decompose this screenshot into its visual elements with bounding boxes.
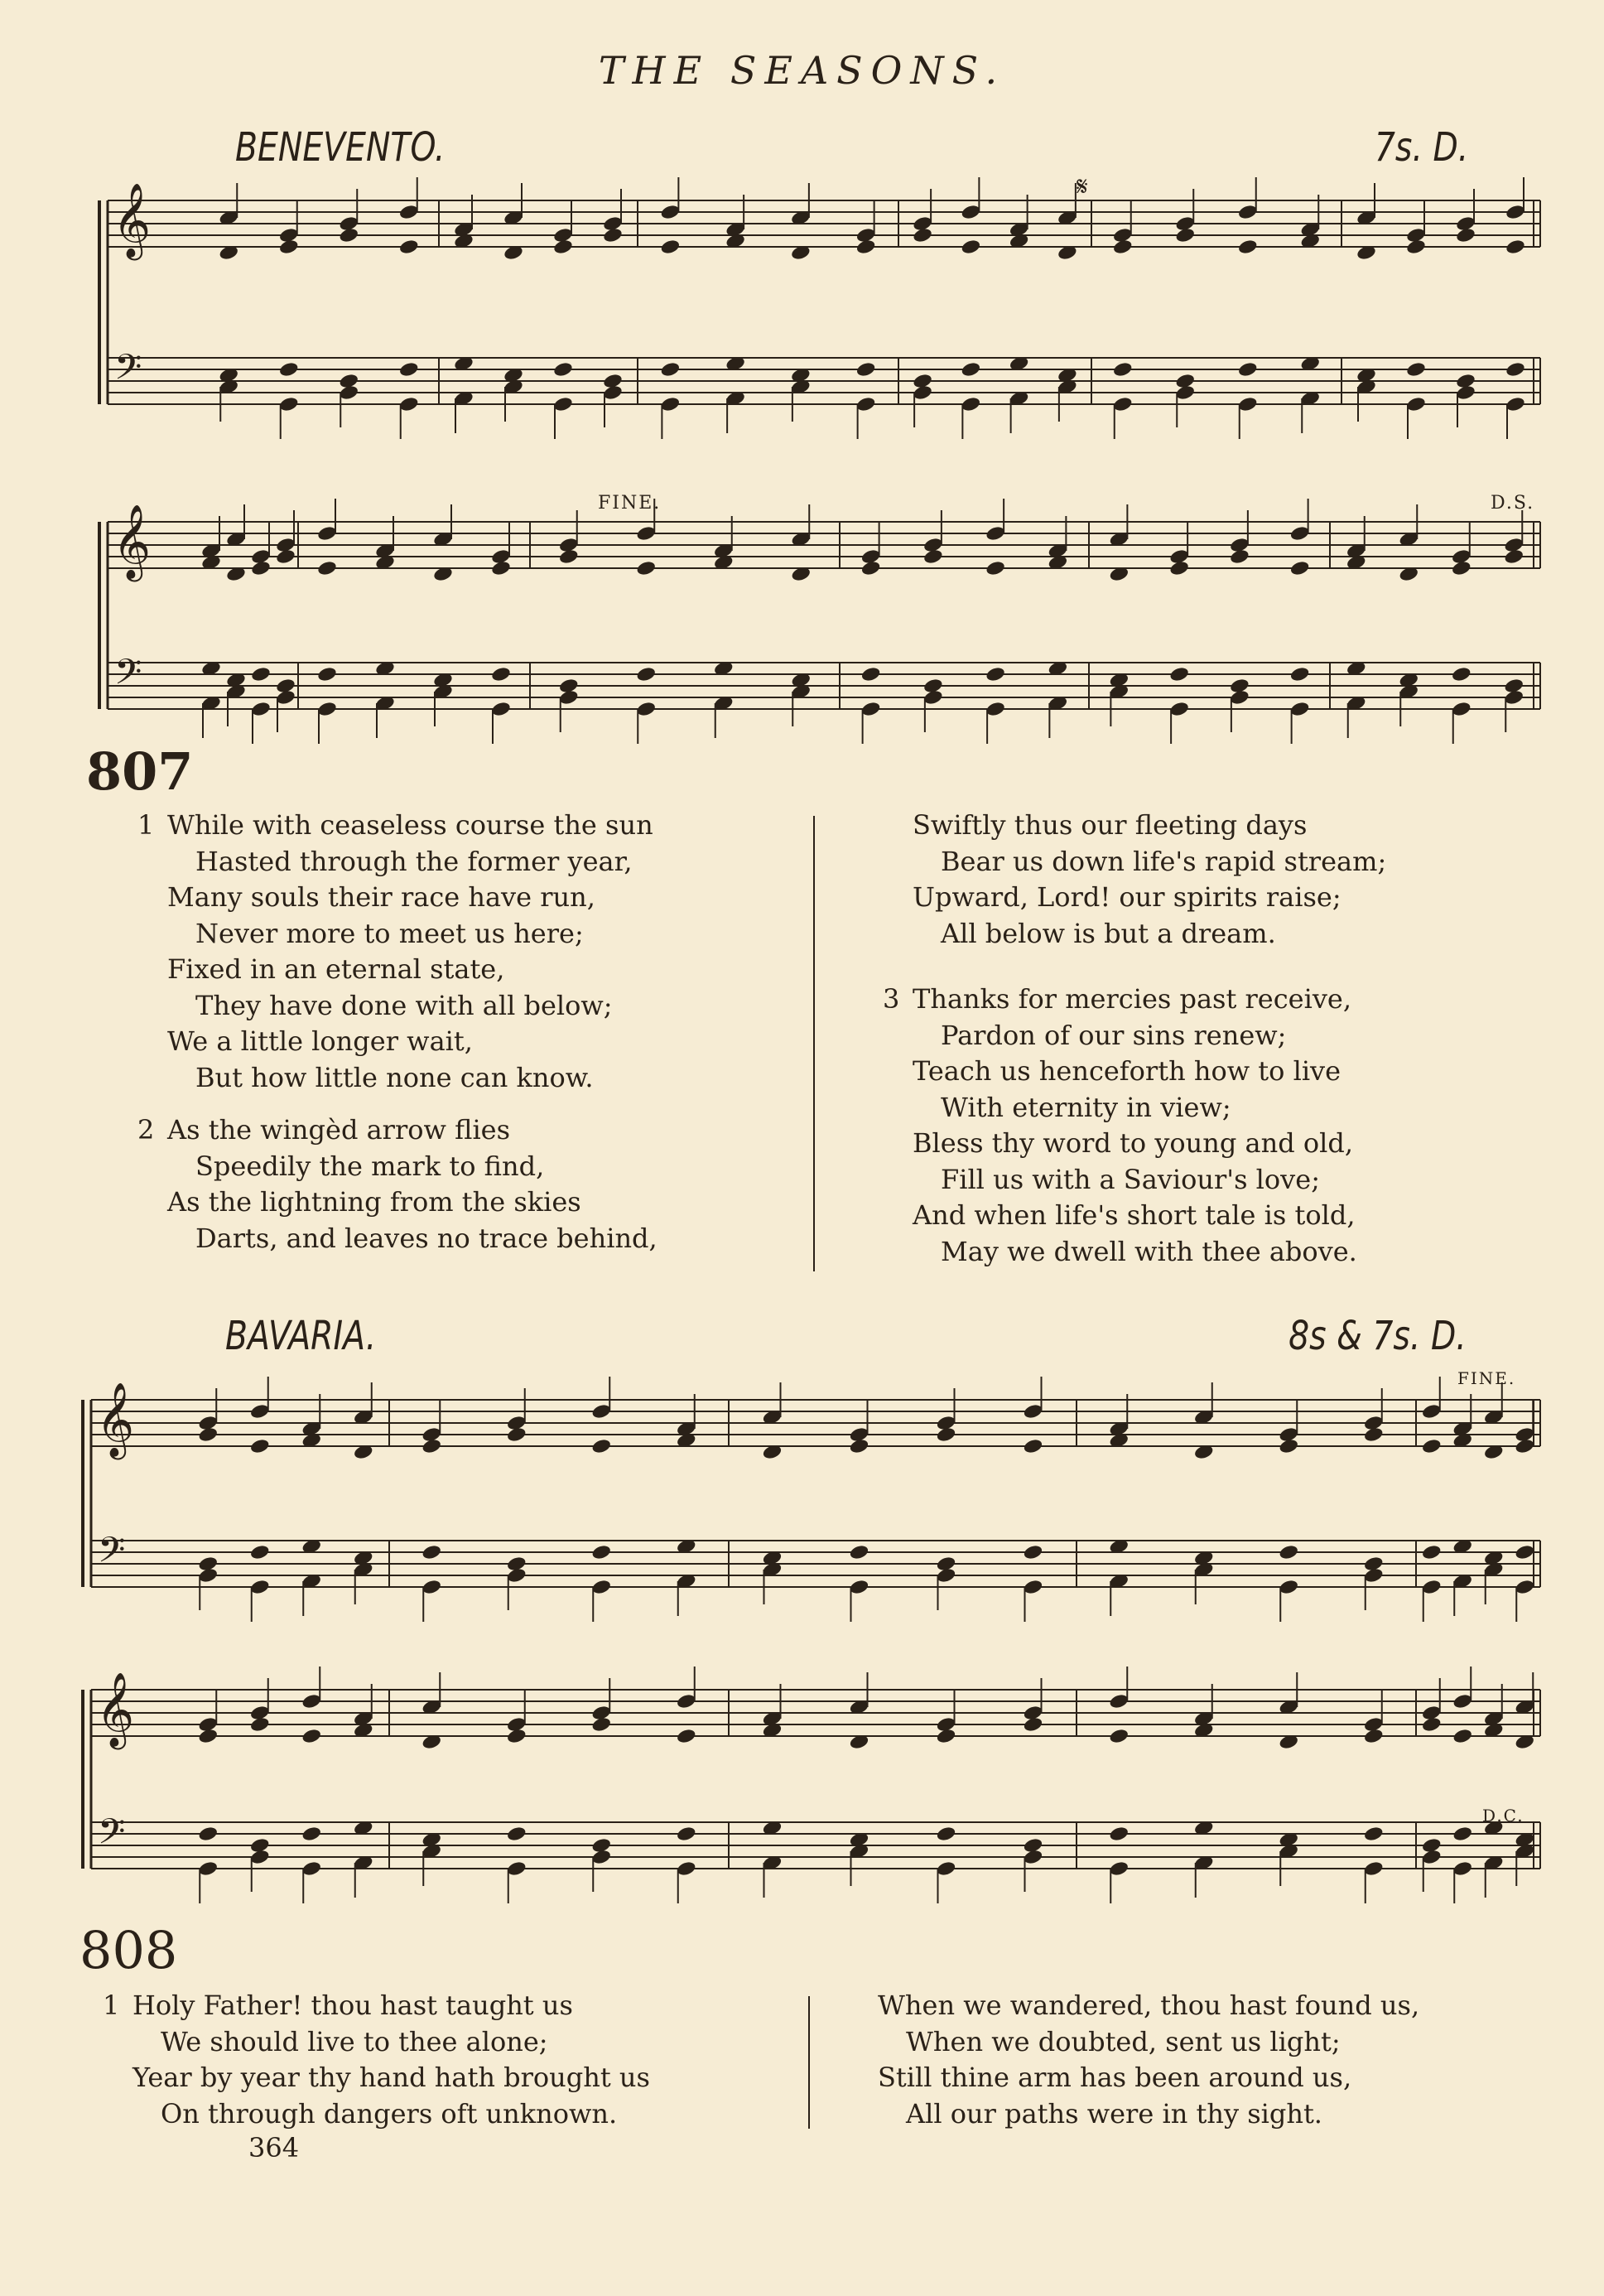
bass-clef-icon: 𝄢	[98, 1811, 126, 1861]
verse-line: All below is but a dream.	[941, 917, 1276, 949]
note-head	[249, 1579, 270, 1596]
verse-line: But how little none can know.	[195, 1061, 594, 1093]
note-head	[1109, 1728, 1130, 1745]
note-head	[1023, 1849, 1043, 1866]
note-head	[1421, 1716, 1442, 1734]
tune-meter-bavaria: 8s & 7s. D.	[1288, 1313, 1467, 1359]
note-head	[1109, 1693, 1130, 1710]
note-head	[591, 1403, 612, 1421]
note-head	[275, 689, 296, 707]
note-head	[249, 1544, 270, 1561]
note-head	[506, 1426, 527, 1444]
note-head	[421, 1544, 442, 1561]
verse-line: Bear us down life's rapid stream;	[941, 845, 1387, 877]
stanza	[137, 1112, 657, 1257]
note-head	[506, 1567, 527, 1585]
note-head	[249, 1403, 270, 1421]
note-head	[985, 666, 1005, 683]
note-head	[1363, 1728, 1384, 1745]
note-head	[1363, 1860, 1384, 1878]
note-head	[660, 239, 681, 256]
note-head	[1112, 239, 1133, 256]
note-head	[552, 361, 573, 379]
note-head	[1515, 1438, 1535, 1455]
note-head	[249, 1849, 270, 1866]
note-head	[558, 548, 579, 566]
hymn-number-807: 807	[86, 741, 194, 802]
verse-line: Fill us with a Saviour's love;	[941, 1163, 1320, 1195]
stanza	[103, 1988, 650, 2132]
verse-line: All our paths were in thy sight.	[906, 2097, 1322, 2130]
note-head	[1168, 701, 1189, 718]
treble-clef-icon: 𝄞	[96, 1672, 135, 1747]
note-head	[1168, 560, 1189, 577]
bass-clef-icon: 𝄢	[114, 347, 142, 397]
verse-line: 2 As the wingèd arrow flies	[137, 1114, 511, 1146]
note-head	[1023, 1716, 1043, 1734]
hymn-807-right-column	[883, 808, 1386, 1270]
hymn-808-right-column	[848, 1988, 1419, 2132]
page-number: 364	[248, 2132, 300, 2163]
tune-name-benevento: BENEVENTO.	[235, 124, 446, 171]
note-head	[1421, 1403, 1442, 1421]
verse-line: When we doubted, sent us light;	[906, 2025, 1341, 2057]
note-head	[936, 1426, 956, 1444]
note-head	[636, 560, 657, 577]
note-head	[278, 361, 299, 379]
note-head	[855, 361, 876, 379]
note-head	[591, 1716, 612, 1734]
note-head	[676, 1693, 696, 1710]
note-head	[1289, 666, 1310, 683]
note-head	[676, 1728, 696, 1745]
note-head	[1363, 1826, 1384, 1843]
note-head	[506, 1728, 527, 1745]
note-head	[490, 666, 511, 683]
note-head	[1237, 239, 1258, 256]
hymn-807-left-column	[137, 808, 657, 1257]
bass-clef-icon: 𝄢	[114, 652, 142, 702]
note-head	[1451, 666, 1472, 683]
note-head	[421, 1438, 442, 1455]
note-head	[1023, 1579, 1043, 1596]
verse-line: 1 Holy Father! thou hast taught us	[103, 1990, 573, 2021]
note-head	[636, 701, 657, 718]
note-head	[1237, 361, 1258, 379]
note-head	[1451, 701, 1472, 718]
fine-mark-1: FINE.	[598, 493, 662, 514]
verse-line: Still thine arm has been around us,	[878, 2062, 1352, 2093]
note-head	[198, 1426, 219, 1444]
note-head	[591, 1579, 612, 1596]
note-head	[860, 701, 881, 718]
note-head	[1405, 396, 1426, 413]
note-head	[1421, 1579, 1442, 1596]
note-head	[1279, 1544, 1299, 1561]
note-head	[849, 1544, 869, 1561]
note-head	[985, 560, 1005, 577]
verse-line: Year by year thy hand hath brought us	[132, 2062, 650, 2093]
note-head	[1289, 525, 1310, 543]
note-head	[1279, 1579, 1299, 1596]
note-head	[961, 204, 981, 221]
note-head	[860, 560, 881, 577]
stanza	[883, 808, 1386, 952]
note-head	[301, 1826, 322, 1843]
note-head	[660, 204, 681, 221]
note-head	[1229, 689, 1250, 707]
note-head	[1421, 1544, 1442, 1561]
note-head	[1112, 361, 1133, 379]
note-head	[936, 1728, 956, 1745]
note-head	[849, 1438, 869, 1455]
verse-line: 1 While with ceaseless course the sun	[137, 809, 653, 841]
note-head	[558, 689, 579, 707]
note-head	[1505, 239, 1525, 256]
bass-clef-icon: 𝄢	[98, 1530, 126, 1580]
note-head	[660, 396, 681, 413]
verse-line: Never more to meet us here;	[195, 917, 584, 949]
note-head	[275, 548, 296, 566]
note-head	[1363, 1426, 1384, 1444]
running-head: THE SEASONS.	[598, 48, 1006, 93]
verse-line: When we wandered, thou hast found us,	[878, 1990, 1420, 2021]
note-head	[1168, 666, 1189, 683]
note-head	[1515, 1544, 1535, 1561]
verse-line: On through dangers oft unknown.	[161, 2097, 618, 2130]
note-head	[339, 384, 359, 402]
verse-line: Many souls their race have run,	[167, 881, 595, 913]
note-head	[912, 227, 932, 244]
note-head	[849, 1579, 869, 1596]
note-head	[1451, 560, 1472, 577]
note-head	[1504, 689, 1525, 707]
note-head	[278, 239, 299, 256]
note-head	[636, 525, 657, 543]
note-head	[1175, 384, 1196, 402]
treble-clef-icon: 𝄞	[96, 1382, 135, 1457]
note-head	[961, 396, 981, 413]
hymn-number-808: 808	[79, 1920, 178, 1980]
note-head	[250, 701, 271, 718]
note-head	[249, 1438, 270, 1455]
note-head	[1405, 239, 1426, 256]
note-head	[676, 1860, 696, 1878]
note-head	[316, 701, 337, 718]
note-head	[1112, 396, 1133, 413]
note-head	[1421, 1438, 1442, 1455]
note-head	[860, 666, 881, 683]
note-head	[1505, 204, 1525, 221]
note-head	[1023, 1403, 1043, 1421]
dc-mark: D.C.	[1482, 1806, 1525, 1826]
segno-icon: 𝄋	[1077, 171, 1088, 202]
note-head	[198, 1826, 219, 1843]
stanza	[883, 982, 1386, 1270]
verse-line: With eternity in view;	[941, 1091, 1231, 1123]
note-head	[591, 1438, 612, 1455]
note-head	[985, 525, 1005, 543]
note-head	[552, 239, 573, 256]
note-head	[676, 1826, 696, 1843]
note-head	[1363, 1567, 1384, 1585]
note-head	[1505, 396, 1525, 413]
tune-name-bavaria: BAVARIA.	[225, 1313, 377, 1359]
verse-line: Speedily the mark to find,	[195, 1150, 545, 1182]
note-head	[936, 1826, 956, 1843]
note-head	[660, 361, 681, 379]
note-head	[985, 701, 1005, 718]
note-head	[1452, 1728, 1473, 1745]
note-head	[936, 1860, 956, 1878]
note-head	[278, 396, 299, 413]
note-head	[1023, 1438, 1043, 1455]
column-divider	[808, 1996, 810, 2129]
note-head	[506, 1826, 527, 1843]
note-head	[1504, 548, 1525, 566]
note-head	[1455, 384, 1476, 402]
note-head	[1229, 548, 1250, 566]
note-head	[398, 204, 419, 221]
verse-line: We a little longer wait,	[167, 1025, 473, 1057]
stanza	[137, 808, 657, 1096]
note-head	[1109, 1860, 1130, 1878]
note-head	[1455, 227, 1476, 244]
verse-line: May we dwell with thee above.	[941, 1235, 1357, 1267]
note-head	[855, 396, 876, 413]
note-head	[591, 1849, 612, 1866]
verse-line: Teach us henceforth how to live	[913, 1055, 1341, 1087]
note-head	[1023, 1544, 1043, 1561]
verse-line: Hasted through the former year,	[195, 845, 633, 877]
stanza	[848, 1988, 1419, 2132]
note-head	[1405, 361, 1426, 379]
ds-mark: D.S.	[1491, 493, 1535, 514]
note-head	[1109, 1826, 1130, 1843]
note-head	[316, 560, 337, 577]
note-head	[602, 384, 623, 402]
note-head	[249, 1716, 270, 1734]
note-head	[250, 666, 271, 683]
note-head	[912, 384, 932, 402]
note-head	[198, 1567, 219, 1585]
note-head	[398, 361, 419, 379]
verse-line: Bless thy word to young and old,	[913, 1127, 1354, 1159]
verse-line: They have done with all below;	[195, 989, 613, 1021]
note-head	[301, 1693, 322, 1710]
note-head	[1289, 560, 1310, 577]
note-head	[936, 1567, 956, 1585]
note-head	[922, 548, 943, 566]
note-head	[301, 1728, 322, 1745]
note-head	[301, 1860, 322, 1878]
verse-line: 3 Thanks for mercies past receive,	[883, 983, 1351, 1015]
verse-line: As the lightning from the skies	[167, 1186, 581, 1218]
verse-line: Swiftly thus our fleeting days	[913, 809, 1308, 841]
verse-line: Darts, and leaves no trace behind,	[195, 1222, 657, 1254]
note-head	[922, 689, 943, 707]
note-head	[398, 396, 419, 413]
note-head	[1237, 204, 1258, 221]
note-head	[961, 239, 981, 256]
note-head	[198, 1860, 219, 1878]
note-head	[490, 560, 511, 577]
note-head	[1175, 227, 1196, 244]
note-head	[855, 239, 876, 256]
note-head	[636, 666, 657, 683]
column-divider	[813, 816, 815, 1271]
note-head	[1515, 1579, 1535, 1596]
note-head	[198, 1728, 219, 1745]
hymn-808-left-column	[103, 1988, 650, 2132]
note-head	[250, 560, 271, 577]
note-head	[1237, 396, 1258, 413]
note-head	[1505, 361, 1525, 379]
note-head	[1279, 1438, 1299, 1455]
treble-clef-icon: 𝄞	[113, 504, 152, 579]
note-head	[316, 666, 337, 683]
verse-line: Fixed in an eternal state,	[167, 953, 505, 985]
note-head	[490, 701, 511, 718]
tune-meter-benevento: 7s. D.	[1374, 124, 1468, 171]
note-head	[602, 227, 623, 244]
verse-line: And when life's short tale is told,	[913, 1199, 1356, 1231]
verse-line: Upward, Lord! our spirits raise;	[913, 881, 1341, 913]
treble-clef-icon: 𝄞	[113, 183, 152, 258]
fine-mark-2: FINE.	[1457, 1368, 1516, 1388]
note-head	[1452, 1826, 1473, 1843]
note-head	[1421, 1849, 1442, 1866]
note-head	[421, 1579, 442, 1596]
note-head	[591, 1544, 612, 1561]
verse-line: Pardon of our sins renew;	[941, 1019, 1287, 1051]
note-head	[1289, 701, 1310, 718]
note-head	[552, 396, 573, 413]
note-head	[316, 525, 337, 543]
note-head	[961, 361, 981, 379]
note-head	[339, 227, 359, 244]
note-head	[1452, 1693, 1473, 1710]
note-head	[398, 239, 419, 256]
verse-line: We should live to thee alone;	[161, 2025, 548, 2057]
note-head	[506, 1860, 527, 1878]
note-head	[1452, 1860, 1473, 1878]
